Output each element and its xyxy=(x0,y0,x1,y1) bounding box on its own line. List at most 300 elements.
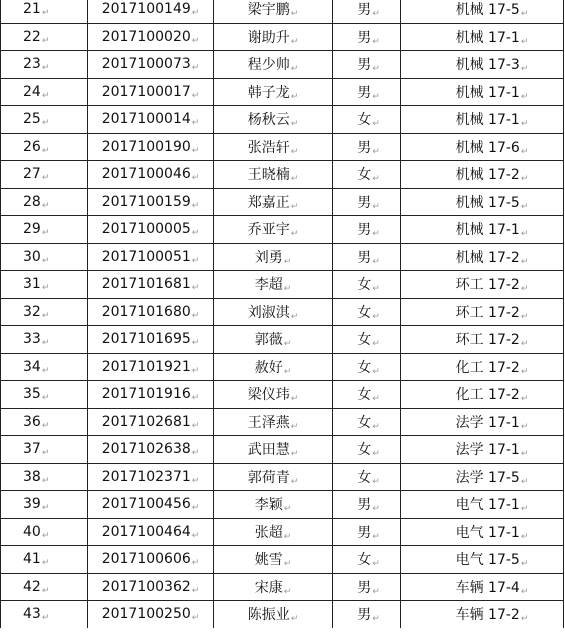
paragraph-mark-icon: ↵ xyxy=(520,449,529,460)
table-row xyxy=(1,23,564,51)
cell-text: 女 xyxy=(357,332,372,349)
gender-cell[interactable] xyxy=(333,51,401,79)
cell-text: 28 xyxy=(23,193,41,210)
student-id-cell[interactable] xyxy=(88,133,214,161)
student-name-cell[interactable] xyxy=(214,106,333,134)
paragraph-mark-icon: ↵ xyxy=(372,394,380,405)
paragraph-mark-icon: ↵ xyxy=(290,64,299,75)
paragraph-mark-icon: ↵ xyxy=(41,35,50,46)
paragraph-mark-icon: ↵ xyxy=(41,8,50,19)
row-number-cell[interactable] xyxy=(1,546,88,574)
paragraph-mark-icon: ↵ xyxy=(41,173,50,184)
student-id-cell[interactable] xyxy=(88,463,214,491)
gender-cell[interactable] xyxy=(333,326,401,354)
table-row xyxy=(1,106,564,134)
class-cell[interactable] xyxy=(401,546,564,574)
row-number-cell[interactable] xyxy=(1,353,88,381)
gender-cell[interactable] xyxy=(333,243,401,271)
cell-text: 27 xyxy=(23,166,41,183)
gender-cell[interactable] xyxy=(333,298,401,326)
row-number-cell[interactable] xyxy=(1,78,88,106)
cell-text: 2017101921 xyxy=(101,358,191,375)
row-number-cell[interactable] xyxy=(1,381,88,409)
paragraph-mark-icon: ↵ xyxy=(520,614,529,625)
row-number-cell[interactable] xyxy=(1,51,88,79)
cell-text: 26 xyxy=(23,138,41,155)
class-cell[interactable] xyxy=(401,0,564,23)
student-name-cell[interactable] xyxy=(214,133,333,161)
cell-text: 机械 17-5 xyxy=(455,2,520,19)
cell-text: 2017100046 xyxy=(101,166,191,183)
paragraph-mark-icon: ↵ xyxy=(372,531,380,542)
gender-cell[interactable] xyxy=(333,491,401,519)
paragraph-mark-icon: ↵ xyxy=(290,174,299,185)
paragraph-mark-icon: ↵ xyxy=(283,559,292,570)
row-number-cell[interactable] xyxy=(1,518,88,546)
paragraph-mark-icon: ↵ xyxy=(520,146,529,157)
paragraph-mark-icon: ↵ xyxy=(41,530,50,541)
gender-cell[interactable] xyxy=(333,106,401,134)
student-name-cell[interactable] xyxy=(214,0,333,23)
paragraph-mark-icon: ↵ xyxy=(41,448,50,459)
paragraph-mark-icon: ↵ xyxy=(41,90,50,101)
paragraph-mark-icon: ↵ xyxy=(283,366,292,377)
cell-text: 24 xyxy=(23,83,41,100)
student-id-cell[interactable] xyxy=(88,188,214,216)
paragraph-mark-icon: ↵ xyxy=(372,476,380,487)
row-number-cell[interactable] xyxy=(1,216,88,244)
cell-text: 女 xyxy=(357,442,372,459)
paragraph-mark-icon: ↵ xyxy=(520,586,529,597)
gender-cell[interactable] xyxy=(333,546,401,574)
paragraph-mark-icon: ↵ xyxy=(520,36,529,47)
student-id-cell[interactable] xyxy=(88,23,214,51)
gender-cell[interactable] xyxy=(333,271,401,299)
paragraph-mark-icon: ↵ xyxy=(520,366,529,377)
paragraph-mark-icon: ↵ xyxy=(191,228,200,239)
class-cell[interactable] xyxy=(401,51,564,79)
student-name-cell[interactable] xyxy=(214,546,333,574)
student-id-cell[interactable] xyxy=(88,216,214,244)
paragraph-mark-icon: ↵ xyxy=(41,475,50,486)
cell-text: 2017100606 xyxy=(101,551,191,568)
cell-text: 2017100073 xyxy=(101,56,191,73)
cell-text: 2017100149 xyxy=(101,1,191,18)
paragraph-mark-icon: ↵ xyxy=(191,503,200,514)
paragraph-mark-icon: ↵ xyxy=(290,614,299,625)
row-number-cell[interactable] xyxy=(1,573,88,601)
paragraph-mark-icon: ↵ xyxy=(191,255,200,266)
cell-text: 男 xyxy=(357,249,372,266)
gender-cell[interactable] xyxy=(333,601,401,628)
table-row xyxy=(1,243,564,271)
student-name-cell[interactable] xyxy=(214,518,333,546)
paragraph-mark-icon: ↵ xyxy=(372,586,380,597)
paragraph-mark-icon: ↵ xyxy=(283,504,292,515)
paragraph-mark-icon: ↵ xyxy=(520,559,529,570)
table-row xyxy=(1,601,564,628)
cell-text: 张浩轩 xyxy=(247,139,290,156)
cell-text: 39 xyxy=(23,496,41,513)
paragraph-mark-icon: ↵ xyxy=(372,366,380,377)
paragraph-mark-icon: ↵ xyxy=(290,476,299,487)
paragraph-mark-icon: ↵ xyxy=(41,200,50,211)
row-number-cell[interactable] xyxy=(1,188,88,216)
cell-text: 陈振业 xyxy=(247,607,290,624)
student-name-cell[interactable] xyxy=(214,601,333,628)
row-number-cell[interactable] xyxy=(1,326,88,354)
cell-text: 机械 17-1 xyxy=(455,29,520,46)
cell-text: 2017100020 xyxy=(101,28,191,45)
cell-text: 男 xyxy=(357,524,372,541)
cell-text: 法学 17-5 xyxy=(455,469,520,486)
student-name-cell[interactable] xyxy=(214,78,333,106)
student-id-cell[interactable] xyxy=(88,546,214,574)
student-id-cell[interactable] xyxy=(88,436,214,464)
class-cell[interactable] xyxy=(401,133,564,161)
student-name-cell[interactable] xyxy=(214,271,333,299)
row-number-cell[interactable] xyxy=(1,601,88,628)
class-cell[interactable] xyxy=(401,243,564,271)
cell-text: 41 xyxy=(23,551,41,568)
paragraph-mark-icon: ↵ xyxy=(191,420,200,431)
cell-text: 男 xyxy=(357,194,372,211)
cell-text: 2017100456 xyxy=(101,496,191,513)
cell-text: 郭薇 xyxy=(254,332,283,349)
paragraph-mark-icon: ↵ xyxy=(290,421,299,432)
cell-text: 女 xyxy=(357,552,372,569)
paragraph-mark-icon: ↵ xyxy=(191,475,200,486)
class-cell[interactable] xyxy=(401,78,564,106)
gender-cell[interactable] xyxy=(333,518,401,546)
student-name-cell[interactable] xyxy=(214,51,333,79)
class-cell[interactable] xyxy=(401,518,564,546)
row-number-cell[interactable] xyxy=(1,161,88,189)
cell-text: 李超 xyxy=(254,277,283,294)
row-number-cell[interactable] xyxy=(1,271,88,299)
paragraph-mark-icon: ↵ xyxy=(290,229,299,240)
table-row xyxy=(1,78,564,106)
student-name-cell[interactable] xyxy=(214,491,333,519)
student-id-cell[interactable] xyxy=(88,78,214,106)
cell-text: 环工 17-2 xyxy=(455,304,520,321)
cell-text: 2017100159 xyxy=(101,193,191,210)
table-row xyxy=(1,326,564,354)
paragraph-mark-icon: ↵ xyxy=(191,145,200,156)
student-name-cell[interactable] xyxy=(214,23,333,51)
student-name-cell[interactable] xyxy=(214,188,333,216)
cell-text: 40 xyxy=(23,523,41,540)
table-row xyxy=(1,381,564,409)
student-name-cell[interactable] xyxy=(214,436,333,464)
paragraph-mark-icon: ↵ xyxy=(290,146,299,157)
paragraph-mark-icon: ↵ xyxy=(520,311,529,322)
cell-text: 23 xyxy=(23,56,41,73)
cell-text: 30 xyxy=(23,248,41,265)
cell-text: 男 xyxy=(357,139,372,156)
cell-text: 女 xyxy=(357,414,372,431)
class-cell[interactable] xyxy=(401,436,564,464)
cell-text: 35 xyxy=(23,386,41,403)
paragraph-mark-icon: ↵ xyxy=(191,338,200,349)
paragraph-mark-icon: ↵ xyxy=(41,63,50,74)
class-cell[interactable] xyxy=(401,408,564,436)
student-name-cell[interactable] xyxy=(214,408,333,436)
paragraph-mark-icon: ↵ xyxy=(191,448,200,459)
class-cell[interactable] xyxy=(401,216,564,244)
gender-cell[interactable] xyxy=(333,463,401,491)
table-row xyxy=(1,518,564,546)
cell-text: 女 xyxy=(357,359,372,376)
table-row xyxy=(1,271,564,299)
paragraph-mark-icon: ↵ xyxy=(191,8,200,19)
cell-text: 男 xyxy=(357,29,372,46)
paragraph-mark-icon: ↵ xyxy=(191,393,200,404)
student-id-cell[interactable] xyxy=(88,326,214,354)
cell-text: 2017100362 xyxy=(101,578,191,595)
gender-cell[interactable] xyxy=(333,436,401,464)
student-name-cell[interactable] xyxy=(214,573,333,601)
paragraph-mark-icon: ↵ xyxy=(372,64,380,75)
student-name-cell[interactable] xyxy=(214,463,333,491)
row-number-cell[interactable] xyxy=(1,0,88,23)
table-row xyxy=(1,573,564,601)
student-name-cell[interactable] xyxy=(214,243,333,271)
cell-text: 环工 17-2 xyxy=(455,332,520,349)
row-number-cell[interactable] xyxy=(1,133,88,161)
student-name-cell[interactable] xyxy=(214,326,333,354)
paragraph-mark-icon: ↵ xyxy=(290,36,299,47)
class-cell[interactable] xyxy=(401,463,564,491)
gender-cell[interactable] xyxy=(333,0,401,23)
student-id-cell[interactable] xyxy=(88,381,214,409)
class-cell[interactable] xyxy=(401,298,564,326)
paragraph-mark-icon: ↵ xyxy=(191,200,200,211)
table-row xyxy=(1,546,564,574)
student-id-cell[interactable] xyxy=(88,408,214,436)
paragraph-mark-icon: ↵ xyxy=(520,339,529,350)
paragraph-mark-icon: ↵ xyxy=(41,255,50,266)
cell-text: 女 xyxy=(357,387,372,404)
paragraph-mark-icon: ↵ xyxy=(41,145,50,156)
paragraph-mark-icon: ↵ xyxy=(520,174,529,185)
row-number-cell[interactable] xyxy=(1,243,88,271)
cell-text: 2017101916 xyxy=(101,386,191,403)
student-id-cell[interactable] xyxy=(88,271,214,299)
gender-cell[interactable] xyxy=(333,161,401,189)
cell-text: 刘勇 xyxy=(254,249,283,266)
table-row xyxy=(1,216,564,244)
cell-text: 机械 17-1 xyxy=(455,222,520,239)
gender-cell[interactable] xyxy=(333,381,401,409)
cell-text: 43 xyxy=(23,606,41,623)
gender-cell[interactable] xyxy=(333,408,401,436)
table-row xyxy=(1,161,564,189)
paragraph-mark-icon: ↵ xyxy=(191,35,200,46)
class-cell[interactable] xyxy=(401,491,564,519)
cell-text: 42 xyxy=(23,578,41,595)
class-cell[interactable] xyxy=(401,188,564,216)
paragraph-mark-icon: ↵ xyxy=(520,91,529,102)
student-name-cell[interactable] xyxy=(214,381,333,409)
cell-text: 男 xyxy=(357,579,372,596)
cell-text: 2017100014 xyxy=(101,111,191,128)
class-cell[interactable] xyxy=(401,573,564,601)
class-cell[interactable] xyxy=(401,106,564,134)
cell-text: 郑嘉正 xyxy=(247,194,290,211)
paragraph-mark-icon: ↵ xyxy=(372,201,380,212)
paragraph-mark-icon: ↵ xyxy=(290,119,299,130)
cell-text: 程少帅 xyxy=(247,57,290,74)
paragraph-mark-icon: ↵ xyxy=(520,476,529,487)
cell-text: 37 xyxy=(23,441,41,458)
class-cell[interactable] xyxy=(401,271,564,299)
table-row xyxy=(1,463,564,491)
cell-text: 男 xyxy=(357,57,372,74)
student-id-cell[interactable] xyxy=(88,51,214,79)
gender-cell[interactable] xyxy=(333,188,401,216)
row-number-cell[interactable] xyxy=(1,463,88,491)
paragraph-mark-icon: ↵ xyxy=(520,284,529,295)
row-number-cell[interactable] xyxy=(1,106,88,134)
cell-text: 女 xyxy=(357,112,372,129)
cell-text: 机械 17-1 xyxy=(455,112,520,129)
paragraph-mark-icon: ↵ xyxy=(283,586,292,597)
paragraph-mark-icon: ↵ xyxy=(41,503,50,514)
class-cell[interactable] xyxy=(401,601,564,628)
cell-text: 男 xyxy=(357,497,372,514)
paragraph-mark-icon: ↵ xyxy=(41,393,50,404)
cell-text: 2017101680 xyxy=(101,303,191,320)
cell-text: 2017100017 xyxy=(101,83,191,100)
cell-text: 电气 17-5 xyxy=(455,552,520,569)
cell-text: 男 xyxy=(357,222,372,239)
student-id-cell[interactable] xyxy=(88,0,214,23)
student-id-cell[interactable] xyxy=(88,243,214,271)
row-number-cell[interactable] xyxy=(1,298,88,326)
cell-text: 乔亚宇 xyxy=(247,222,290,239)
paragraph-mark-icon: ↵ xyxy=(191,613,200,624)
paragraph-mark-icon: ↵ xyxy=(520,229,529,240)
class-cell[interactable] xyxy=(401,353,564,381)
cell-text: 宋康 xyxy=(254,579,283,596)
paragraph-mark-icon: ↵ xyxy=(372,229,380,240)
paragraph-mark-icon: ↵ xyxy=(191,558,200,569)
cell-text: 王泽燕 xyxy=(247,414,290,431)
student-id-cell[interactable] xyxy=(88,573,214,601)
paragraph-mark-icon: ↵ xyxy=(520,421,529,432)
gender-cell[interactable] xyxy=(333,573,401,601)
paragraph-mark-icon: ↵ xyxy=(41,613,50,624)
cell-text: 车辆 17-2 xyxy=(455,607,520,624)
class-cell[interactable] xyxy=(401,381,564,409)
paragraph-mark-icon: ↵ xyxy=(372,504,380,515)
cell-text: 女 xyxy=(357,277,372,294)
cell-text: 38 xyxy=(23,468,41,485)
student-name-cell[interactable] xyxy=(214,161,333,189)
table-row xyxy=(1,0,564,23)
paragraph-mark-icon: ↵ xyxy=(41,228,50,239)
cell-text: 女 xyxy=(357,167,372,184)
student-id-cell[interactable] xyxy=(88,298,214,326)
cell-text: 化工 17-2 xyxy=(455,359,520,376)
paragraph-mark-icon: ↵ xyxy=(520,201,529,212)
paragraph-mark-icon: ↵ xyxy=(41,365,50,376)
paragraph-mark-icon: ↵ xyxy=(290,9,299,20)
gender-cell[interactable] xyxy=(333,23,401,51)
paragraph-mark-icon: ↵ xyxy=(290,201,299,212)
gender-cell[interactable] xyxy=(333,353,401,381)
paragraph-mark-icon: ↵ xyxy=(290,394,299,405)
paragraph-mark-icon: ↵ xyxy=(372,174,380,185)
row-number-cell[interactable] xyxy=(1,491,88,519)
paragraph-mark-icon: ↵ xyxy=(372,421,380,432)
cell-text: 车辆 17-4 xyxy=(455,579,520,596)
student-id-cell[interactable] xyxy=(88,601,214,628)
student-table-body xyxy=(1,0,564,628)
cell-text: 32 xyxy=(23,303,41,320)
paragraph-mark-icon: ↵ xyxy=(290,449,299,460)
cell-text: 29 xyxy=(23,221,41,238)
paragraph-mark-icon: ↵ xyxy=(191,283,200,294)
paragraph-mark-icon: ↵ xyxy=(372,339,380,350)
paragraph-mark-icon: ↵ xyxy=(372,9,380,20)
paragraph-mark-icon: ↵ xyxy=(372,559,380,570)
paragraph-mark-icon: ↵ xyxy=(283,339,292,350)
cell-text: 法学 17-1 xyxy=(455,442,520,459)
paragraph-mark-icon: ↵ xyxy=(520,119,529,130)
student-name-cell[interactable] xyxy=(214,298,333,326)
gender-cell[interactable] xyxy=(333,216,401,244)
gender-cell[interactable] xyxy=(333,78,401,106)
cell-text: 法学 17-1 xyxy=(455,414,520,431)
student-id-cell[interactable] xyxy=(88,161,214,189)
paragraph-mark-icon: ↵ xyxy=(283,284,292,295)
gender-cell[interactable] xyxy=(333,133,401,161)
cell-text: 武田慧 xyxy=(247,442,290,459)
cell-text: 2017100005 xyxy=(101,221,191,238)
cell-text: 2017101695 xyxy=(101,331,191,348)
cell-text: 郭荷青 xyxy=(247,469,290,486)
paragraph-mark-icon: ↵ xyxy=(41,420,50,431)
cell-text: 梁宇鹏 xyxy=(247,2,290,19)
student-id-cell[interactable] xyxy=(88,518,214,546)
row-number-cell[interactable] xyxy=(1,436,88,464)
paragraph-mark-icon: ↵ xyxy=(191,118,200,129)
cell-text: 李颖 xyxy=(254,497,283,514)
class-cell[interactable] xyxy=(401,326,564,354)
cell-text: 2017101681 xyxy=(101,276,191,293)
cell-text: 2017100250 xyxy=(101,606,191,623)
paragraph-mark-icon: ↵ xyxy=(41,585,50,596)
cell-text: 机械 17-1 xyxy=(455,84,520,101)
paragraph-mark-icon: ↵ xyxy=(290,91,299,102)
cell-text: 22 xyxy=(23,28,41,45)
class-cell[interactable] xyxy=(401,23,564,51)
student-id-cell[interactable] xyxy=(88,491,214,519)
table-row xyxy=(1,188,564,216)
cell-text: 梁仪玮 xyxy=(247,387,290,404)
paragraph-mark-icon: ↵ xyxy=(520,64,529,75)
cell-text: 环工 17-2 xyxy=(455,277,520,294)
student-name-cell[interactable] xyxy=(214,216,333,244)
row-number-cell[interactable] xyxy=(1,408,88,436)
student-id-cell[interactable] xyxy=(88,353,214,381)
row-number-cell[interactable] xyxy=(1,23,88,51)
class-cell[interactable] xyxy=(401,161,564,189)
student-id-cell[interactable] xyxy=(88,106,214,134)
student-name-cell[interactable] xyxy=(214,353,333,381)
